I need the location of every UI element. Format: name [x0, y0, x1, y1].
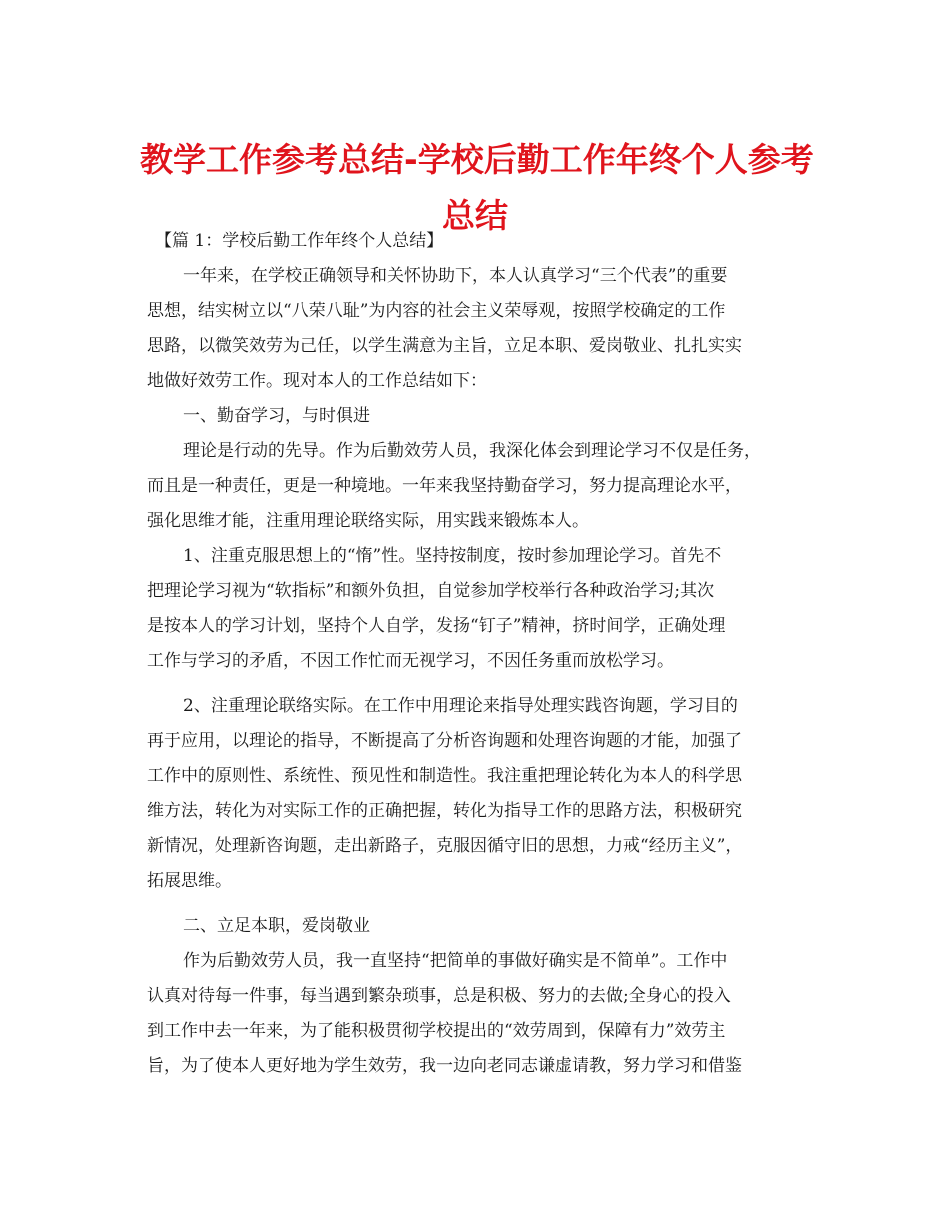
title-line-2: 总结: [442, 196, 508, 235]
paragraph-line: 地做好效劳工作。现对本人的工作总结如下：: [147, 371, 487, 391]
paragraph-line: 1、注重克服思想上的“惰”性。坚持按制度，按时参加理论学习。首先不: [183, 546, 722, 566]
paragraph-line: 理论是行动的先导。作为后勤效劳人员，我深化体会到理论学习不仅是任务，: [183, 441, 761, 461]
paragraph-line: 拓展思维。: [147, 871, 232, 891]
section-heading: 【篇 1：学校后勤工作年终个人总结】: [155, 231, 444, 251]
paragraph-line: 到工作中去一年来，为了能积极贯彻学校提出的“效劳周到，保障有力”效劳主: [147, 1021, 726, 1041]
paragraph-line: 强化思维才能，注重用理论联络实际，用实践来锻炼本人。: [147, 511, 589, 531]
paragraph-line: 维方法，转化为对实际工作的正确把握，转化为指导工作的思路方法，积极研究: [147, 801, 742, 821]
paragraph-line: 一年来，在学校正确领导和关怀协助下，本人认真学习“三个代表”的重要: [183, 266, 728, 286]
title-line-1: 教学工作参考总结-学校后勤工作年终个人参考: [140, 140, 814, 179]
paragraph-line: 认真对待每一件事，每当遇到繁杂琐事，总是积极、努力的去做;全身心的投入: [147, 986, 731, 1006]
section-heading: 二、立足本职，爱岗敬业: [183, 916, 370, 936]
paragraph-line: 把理论学习视为“软指标”和额外负担，自觉参加学校举行各种政治学习;其次: [147, 581, 715, 601]
paragraph-line: 思想，结实树立以“八荣八耻”为内容的社会主义荣辱观，按照学校确定的工作: [147, 301, 726, 321]
paragraph-line: 旨，为了使本人更好地为学生效劳，我一边向老同志谦虚请教，努力学习和借鉴: [147, 1056, 742, 1076]
paragraph-line: 工作中的原则性、系统性、预见性和制造性。我注重把理论转化为本人的科学思: [147, 766, 742, 786]
paragraph-line: 再于应用，以理论的指导，不断提高了分析咨询题和处理咨询题的才能，加强了: [147, 731, 742, 751]
paragraph-line: 而且是一种责任，更是一种境地。一年来我坚持勤奋学习，努力提高理论水平，: [147, 476, 742, 496]
paragraph-line: 工作与学习的矛盾，不因工作忙而无视学习，不因任务重而放松学习。: [147, 651, 674, 671]
paragraph-line: 2、注重理论联络实际。在工作中用理论来指导处理实践咨询题，学习目的: [183, 696, 738, 716]
paragraph-line: 新情况，处理新咨询题，走出新路子，克服因循守旧的思想，力戒“经历主义”，: [147, 836, 743, 856]
paragraph-line: 作为后勤效劳人员，我一直坚持“把简单的事做好确实是不简单”。工作中: [183, 951, 728, 971]
paragraph-line: 是按本人的学习计划，坚持个人自学，发扬“钉子”精神，挤时间学，正确处理: [147, 616, 726, 636]
paragraph-line: 思路，以微笑效劳为己任，以学生满意为主旨，立足本职、爱岗敬业、扎扎实实: [147, 336, 742, 356]
section-heading: 一、勤奋学习，与时俱进: [183, 406, 370, 426]
